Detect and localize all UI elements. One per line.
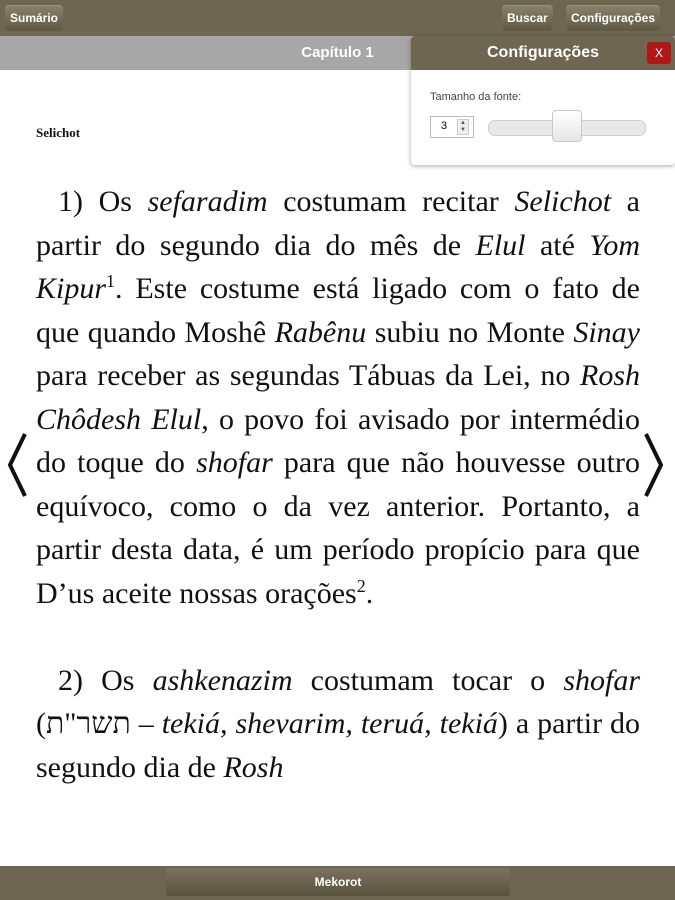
text-run: subiu no Monte [366, 315, 574, 349]
text-run: 2) Os [58, 663, 153, 697]
settings-panel-title: Configurações [486, 44, 599, 61]
settings-button[interactable]: Configurações [566, 5, 660, 31]
italic-term: shofar [196, 446, 273, 479]
italic-term: Rosh Chôdesh Elul [36, 359, 640, 436]
chevron-left-icon[interactable] [5, 430, 29, 500]
italic-term: Rabênu [274, 315, 367, 349]
font-size-label: Tamanho da fonte: [430, 91, 522, 103]
text-run: até [525, 228, 590, 262]
footnote-ref[interactable]: 2 [356, 575, 366, 596]
top-toolbar [0, 0, 675, 36]
italic-term: sefaradim [147, 185, 268, 218]
italic-term: Selichot [514, 185, 612, 218]
summary-button[interactable]: Sumário [5, 5, 63, 31]
settings-panel-header [411, 36, 675, 70]
text-run: costumam recitar [267, 185, 515, 218]
settings-panel [411, 36, 675, 165]
text-run: ( [36, 707, 46, 740]
text-run: a partir do segundo dia do mês de [36, 185, 640, 262]
font-size-stepper[interactable] [430, 116, 474, 138]
italic-term: tekiá, shevarim, teruá, tekiá [161, 707, 498, 740]
text-run: – [130, 707, 162, 740]
italic-term: Sinay [573, 315, 640, 349]
font-size-slider-thumb[interactable] [552, 110, 582, 142]
close-button[interactable]: X [647, 42, 671, 64]
search-button[interactable]: Buscar [502, 5, 553, 31]
text-run: 1) Os [58, 185, 148, 218]
text-run: תשר"ת [46, 707, 131, 740]
mekorot-button[interactable]: Mekorot [166, 868, 510, 896]
text-run: para que não houvesse outro equívoco, como o da vez anterior. Portanto, a partir desta data, é um período propício para que D’us aceite nossas orações [36, 446, 640, 610]
chevron-right-icon[interactable] [642, 430, 666, 500]
font-size-value: 3 [441, 120, 448, 132]
text-run: ) a partir do segundo dia de [36, 707, 640, 784]
text-run: costumam tocar o [292, 663, 564, 697]
italic-term: Yom Kipur [36, 228, 641, 305]
paragraph [36, 659, 640, 790]
italic-term: Rosh [223, 750, 284, 784]
text-run: . [365, 576, 374, 610]
paragraph [36, 180, 640, 615]
italic-term: ashkenazim [152, 663, 293, 697]
section-heading: Selichot [36, 125, 81, 140]
chapter-title: Capítulo 1 [301, 44, 374, 61]
text-run: para receber as segundas Tábuas da Lei, no [36, 359, 580, 392]
text-run: , o povo foi avisado por intermédio do toque do [36, 402, 641, 479]
article-body [36, 180, 640, 789]
text-run: . Este costume está ligado com o fato de que quando Moshê [36, 272, 640, 349]
spin-arrows-icon[interactable]: ▲ ▼ [457, 119, 469, 135]
italic-term: shofar [563, 663, 640, 697]
italic-term: Elul [475, 228, 526, 262]
footnote-ref[interactable]: 1 [106, 271, 116, 291]
